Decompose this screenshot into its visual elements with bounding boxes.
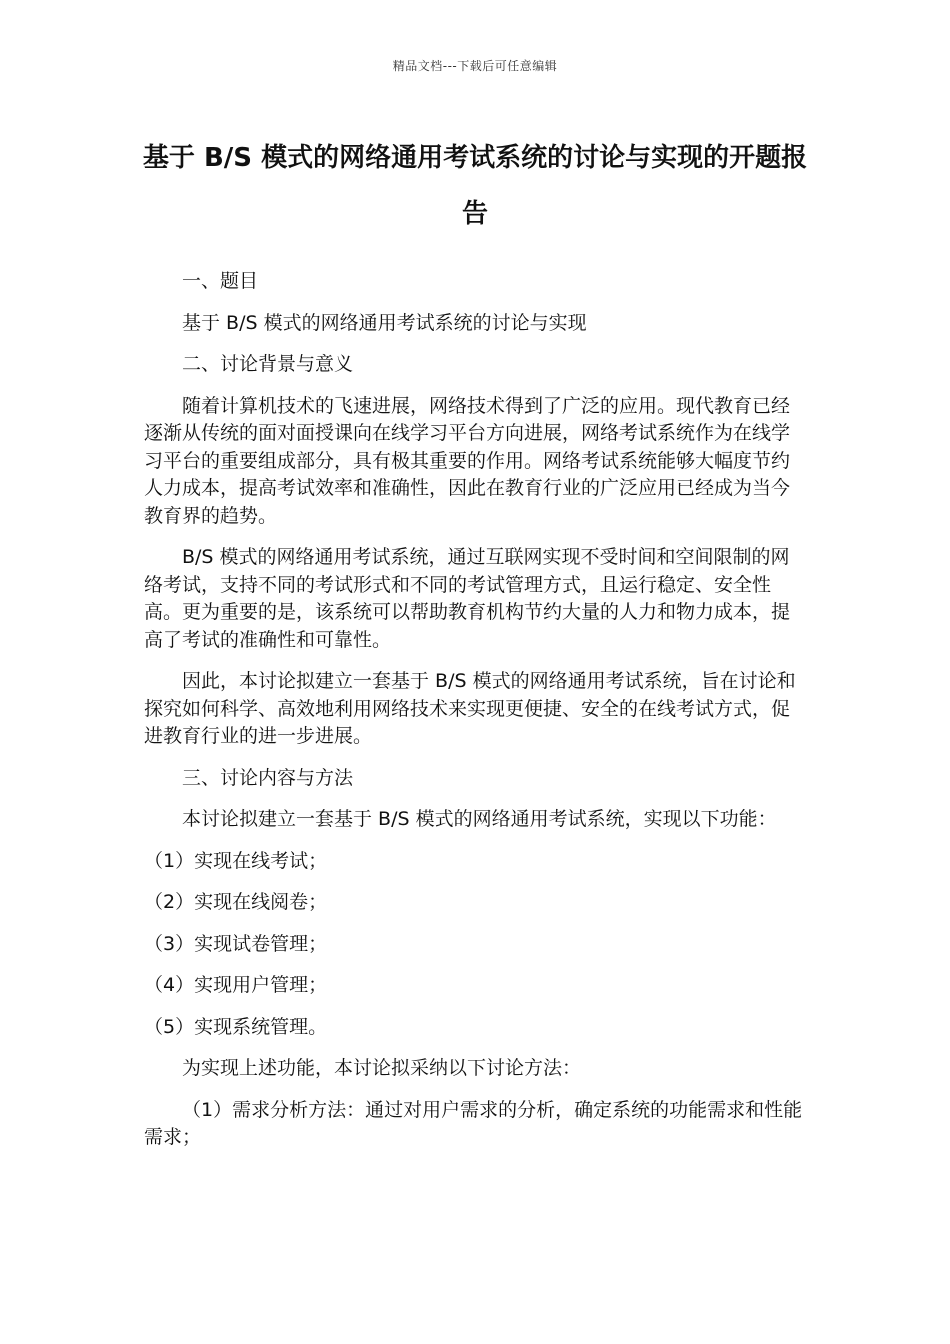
section-2-paragraph-3: 因此，本讨论拟建立一套基于 B/S 模式的网络通用考试系统，旨在讨论和探究如何科学、高效地利用网络技术来实现更便捷、安全的在线考试方式，促进教育行业的进一步进展。 bbox=[144, 670, 796, 747]
function-item: （2）实现在线阅卷； bbox=[144, 891, 328, 913]
section-1-heading: 一、题目 bbox=[182, 270, 259, 292]
section-2-paragraph-2: B/S 模式的网络通用考试系统，通过互联网实现不受时间和空间限制的网络考试，支持不同的考试形式和不同的考试管理方式，且运行稳定、安全性高。更为重要的是，该系统可以帮助教育机构节约大量的人力和物力成本，提高了考试的准确性和可靠性。 bbox=[144, 546, 791, 651]
function-item: （5）实现系统管理。 bbox=[144, 1015, 328, 1038]
document-title: 基于 B/S 模式的网络通用考试系统的讨论与实现的开题报告 bbox=[142, 143, 808, 229]
section-3-intro: 本讨论拟建立一套基于 B/S 模式的网络通用考试系统，实现以下功能： bbox=[182, 808, 777, 830]
section-1-body: 基于 B/S 模式的网络通用考试系统的讨论与实现 bbox=[182, 311, 587, 334]
function-item: （1）实现在线考试； bbox=[144, 849, 328, 872]
function-item: （4）实现用户管理； bbox=[144, 974, 328, 996]
document-body bbox=[144, 268, 806, 1152]
section-3-heading: 三、讨论内容与方法 bbox=[182, 766, 354, 789]
header-note: 精品文档---下载后可任意编辑 bbox=[392, 59, 558, 73]
section-2-paragraph-1: 随着计算机技术的飞速进展，网络技术得到了广泛的应用。现代教育已经逐渐从传统的面对面授课向在线学习平台方向进展，网络考试系统作为在线学习平台的重要组成部分，具有极其重要的作用。网络考试系统能够大幅度节约人力成本，提高考试效率和准确性，因此在教育行业的广泛应用已经成为当今教育界的趋势。 bbox=[144, 394, 791, 527]
methods-intro: 为实现上述功能，本讨论拟采纳以下讨论方法： bbox=[182, 1057, 582, 1079]
section-2-heading: 二、讨论背景与意义 bbox=[182, 353, 354, 375]
function-item: （3）实现试卷管理； bbox=[144, 932, 328, 955]
method-item-1: （1）需求分析方法：通过对用户需求的分析，确定系统的功能需求和性能需求； bbox=[144, 1098, 803, 1148]
